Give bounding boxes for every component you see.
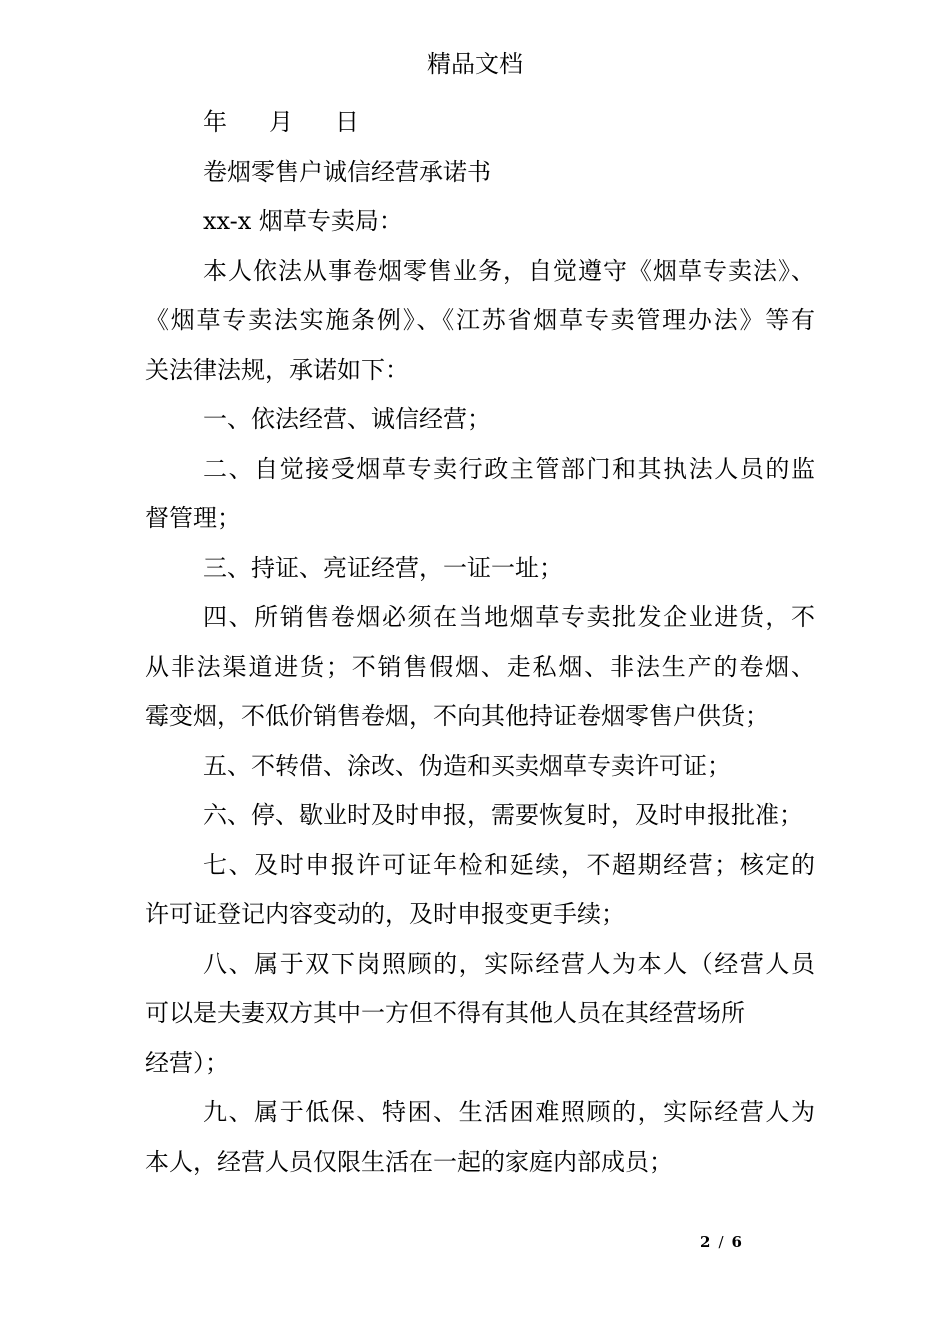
commitment-item-8-cont: 经营）； [145, 1048, 229, 1077]
commitment-item-2-cont: 督管理； [145, 504, 241, 532]
commitment-item-3: 三、持证、亮证经营，一证一址； [203, 553, 563, 582]
commitment-item-4: 四、所销售卷烟必须在当地烟草专卖批发企业进货，不 [203, 603, 815, 631]
page-number [700, 1232, 820, 1252]
date-line [145, 98, 815, 148]
document-body [145, 98, 815, 1187]
page-header-title: 精品文档 [427, 50, 523, 78]
commitment-item-8-cont: 可以是夫妻双方其中一方但不得有其他人员在其经营场所 [145, 999, 745, 1027]
addressee-line: xx-x 烟草专卖局： [203, 207, 403, 235]
commitment-item-5: 五、不转借、涂改、伪造和买卖烟草专卖许可证； [203, 751, 731, 780]
paragraph-line: 本人依法从事卷烟零售业务，自觉遵守《烟草专卖法》、 [203, 256, 815, 285]
date-month: 月 [269, 108, 293, 136]
commitment-item-7: 七、及时申报许可证年检和延续，不超期经营；核定的 [203, 850, 815, 879]
commitment-item-2: 二、自觉接受烟草专卖行政主管部门和其执法人员的监 [203, 454, 815, 483]
page-total: 6 [731, 1233, 742, 1251]
commitment-item-7-cont: 许可证登记内容变动的，及时申报变更手续； [145, 900, 625, 928]
commitment-item-6: 六、停、歇业时及时申报，需要恢复时，及时申报批准； [203, 801, 803, 829]
commitment-item-4-cont: 霉变烟，不低价销售卷烟，不向其他持证卷烟零售户供货； [145, 702, 769, 730]
page-current: 2 [700, 1233, 711, 1251]
commitment-item-9: 九、属于低保、特困、生活困难照顾的，实际经营人为 [203, 1098, 815, 1126]
commitment-item-8: 八、属于双下岗照顾的，实际经营人为本人（经营人员 [203, 949, 815, 978]
date-year: 年 [203, 108, 227, 136]
paragraph-line: 《烟草专卖法实施条例》、《江苏省烟草专卖管理办法》等有 [145, 306, 815, 334]
paragraph-line: 关法律法规，承诺如下： [145, 355, 409, 384]
commitment-item-9-cont: 本人，经营人员仅限生活在一起的家庭内部成员； [145, 1147, 673, 1176]
page-separator: / [718, 1233, 724, 1251]
commitment-item-1: 一、依法经营、诚信经营； [203, 405, 491, 433]
date-day: 日 [335, 108, 359, 136]
document-title: 卷烟零售户诚信经营承诺书 [203, 157, 491, 186]
commitment-item-4-cont: 从非法渠道进货；不销售假烟、走私烟、非法生产的卷烟、 [145, 652, 815, 681]
